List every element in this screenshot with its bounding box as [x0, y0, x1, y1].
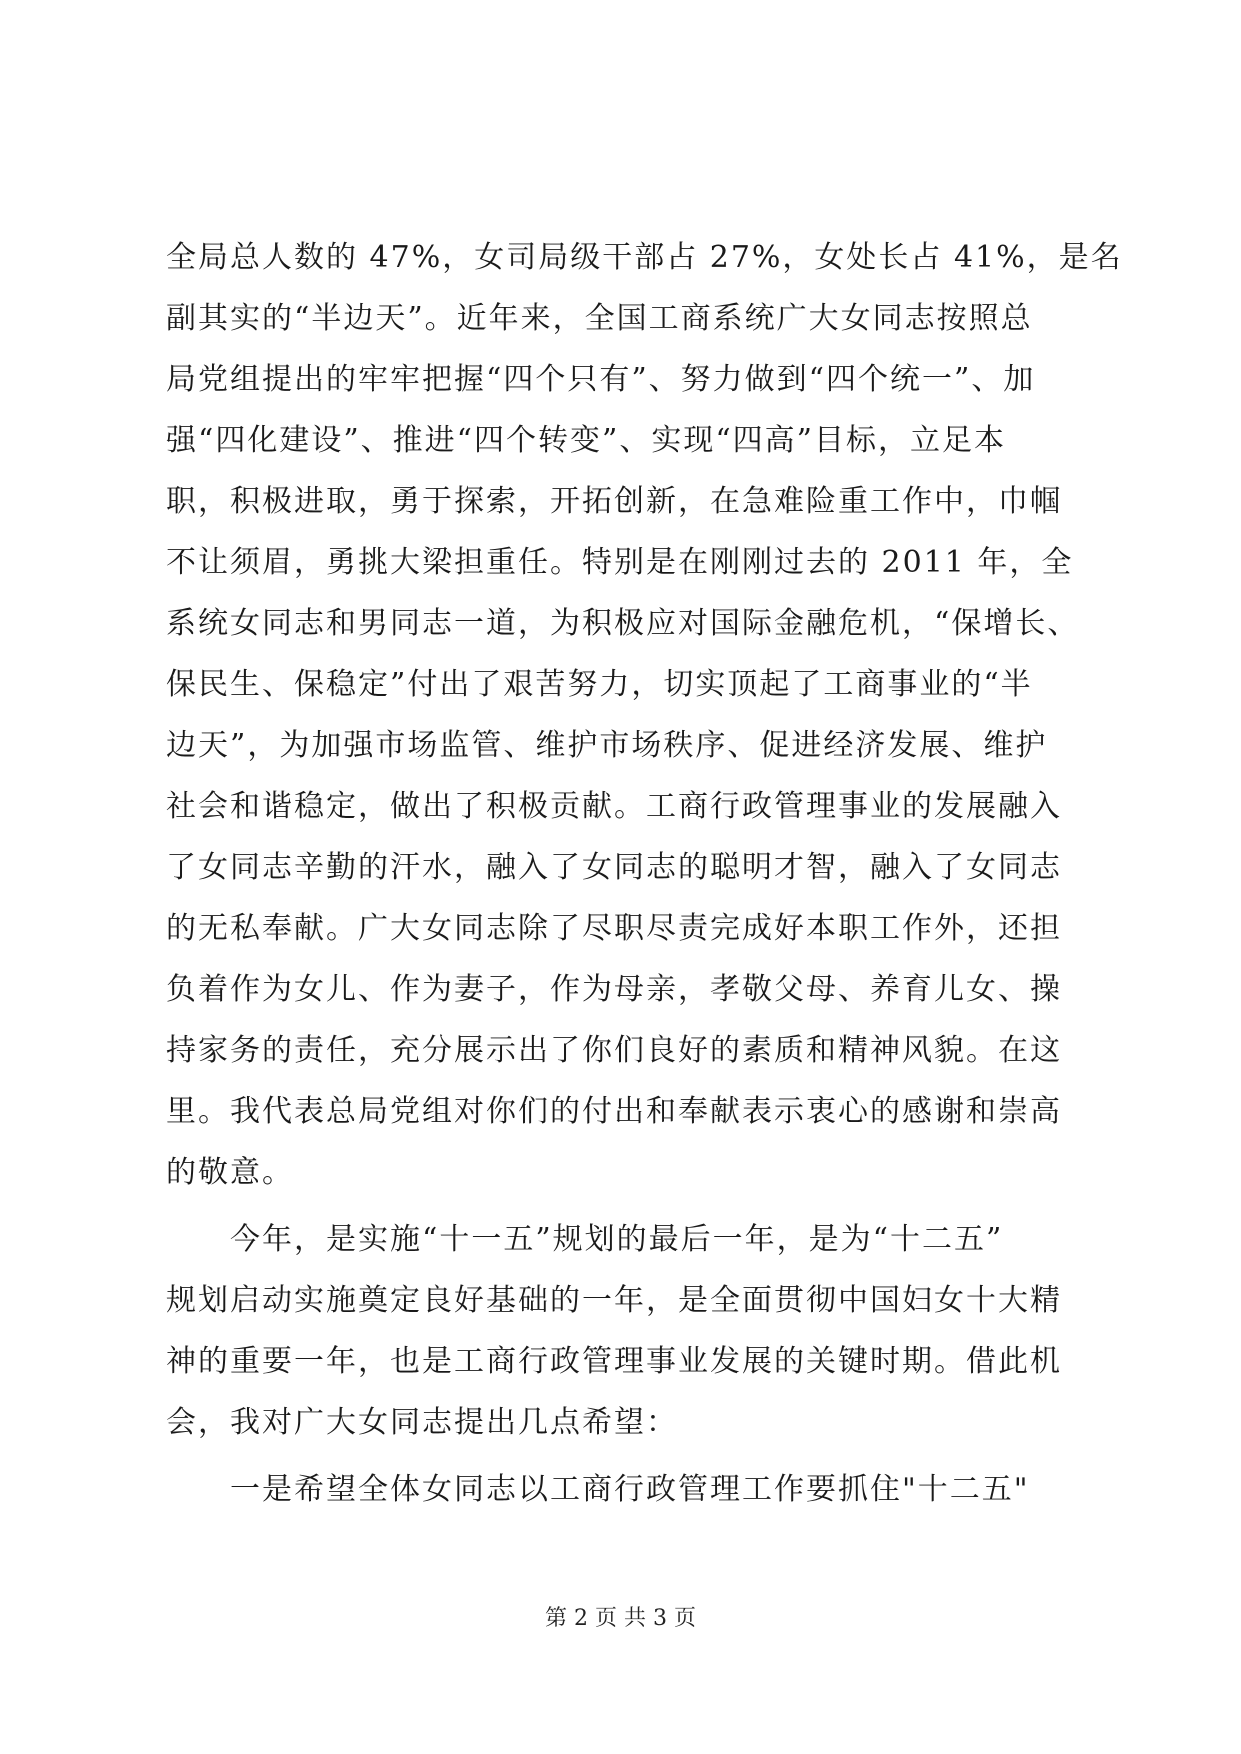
text-line: 规划启动实施奠定良好基础的一年，是全面贯彻中国妇女十大精 [166, 1283, 1062, 1318]
text-line: 神的重要一年，也是工商行政管理事业发展的关键时期。借此机 [166, 1344, 1062, 1379]
text-line: 局党组提出的牢牢把握“四个只有”、努力做到“四个统一”、加 [166, 362, 1036, 397]
text-line: 会，我对广大女同志提出几点希望： [166, 1405, 678, 1440]
text-line: 保民生、保稳定”付出了艰苦努力，切实顶起了工商事业的“半 [166, 667, 1033, 702]
page-number-footer: 第 2 页 共 3 页 [545, 1606, 696, 1631]
paragraph-first-line: 一是希望全体女同志以工商行政管理工作要抓住"十二五" [230, 1472, 1030, 1507]
text-line: 强“四化建设”、推进“四个转变”、实现“四高”目标，立足本 [166, 423, 1007, 458]
text-line: 的敬意。 [166, 1155, 294, 1190]
paragraph-first-line: 今年，是实施“十一五”规划的最后一年，是为“十二五” [230, 1222, 1004, 1257]
text-line: 系统女同志和男同志一道，为积极应对国际金融危机，“保增长、 [166, 606, 1080, 641]
text-line: 边天”，为加强市场监管、维护市场秩序、促进经济发展、维护 [166, 728, 1048, 763]
text-line: 全局总人数的 47%，女司局级干部占 27%，女处长占 41%，是名 [166, 240, 1123, 275]
document-body [166, 227, 1123, 1520]
text-line: 了女同志辛勤的汗水，融入了女同志的聪明才智，融入了女同志 [166, 850, 1062, 885]
text-line: 副其实的“半边天”。近年来，全国工商系统广大女同志按照总 [166, 301, 1033, 336]
text-line: 里。我代表总局党组对你们的付出和奉献表示衷心的感谢和崇高 [166, 1094, 1062, 1129]
text-line: 持家务的责任，充分展示出了你们良好的素质和精神风貌。在这 [166, 1033, 1062, 1068]
text-line: 社会和谐稳定，做出了积极贡献。工商行政管理事业的发展融入 [166, 789, 1062, 824]
text-line: 的无私奉献。广大女同志除了尽职尽责完成好本职工作外，还担 [166, 911, 1062, 946]
text-line: 负着作为女儿、作为妻子，作为母亲，孝敬父母、养育儿女、操 [166, 972, 1062, 1007]
text-line: 不让须眉，勇挑大梁担重任。特别是在刚刚过去的 2011 年，全 [166, 545, 1074, 580]
text-line: 职，积极进取，勇于探索，开拓创新，在急难险重工作中，巾帼 [166, 484, 1062, 519]
